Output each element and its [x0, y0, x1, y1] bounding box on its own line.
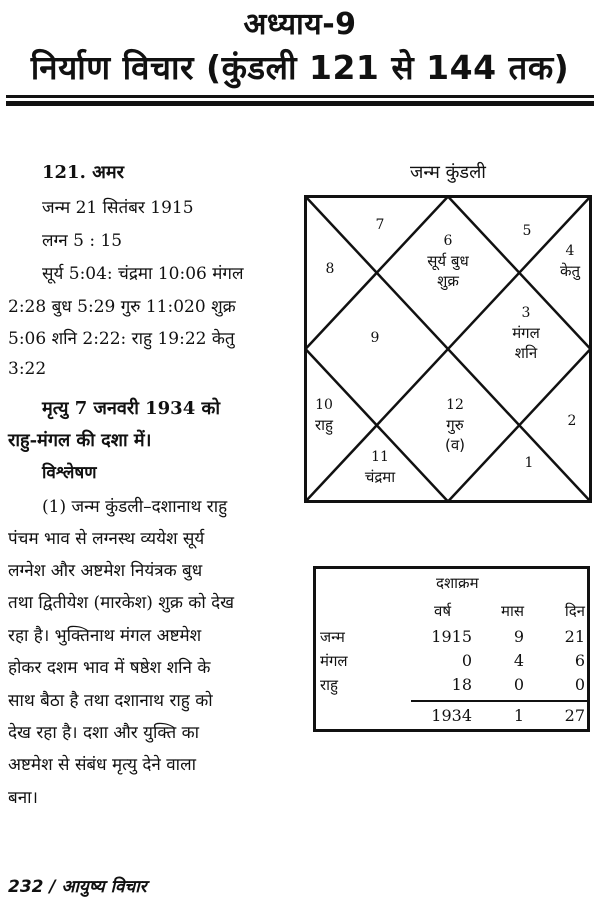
analysis-line: तथा द्वितीयेश (मारकेश) शुक्र को देख [8, 593, 235, 613]
house-planets: राहु [315, 416, 333, 434]
house-number: 4 [565, 243, 575, 259]
row-label: राहु [320, 676, 338, 694]
house-number: 12 [446, 397, 464, 413]
house-planets: (व) [444, 436, 466, 454]
house-12 [445, 395, 465, 455]
cell-year: 1915 [431, 627, 472, 646]
house-planets: शुक्र [437, 272, 459, 290]
house-number: 6 [443, 233, 453, 249]
total-day: 27 [564, 706, 585, 725]
house-number: 9 [370, 330, 380, 346]
column-header: वर्ष [434, 602, 452, 620]
analysis-line: (1) जन्म कुंडली–दशानाथ राहु [42, 497, 228, 517]
analysis-line: साथ बैठा है तथा दशानाथ राहु को [8, 691, 213, 711]
cell-month: 0 [513, 675, 524, 694]
house-planets: सूर्य बुध [427, 252, 469, 270]
house-number: 10 [315, 397, 333, 413]
birth-date: जन्म 21 सितंबर 1915 [42, 198, 194, 218]
cell-year: 0 [461, 651, 472, 670]
birth-chart [304, 195, 592, 503]
house-9 [371, 328, 380, 348]
analysis-line: बना। [8, 788, 38, 808]
page-footer: 232 / आयुष्य विचार [8, 877, 147, 897]
total-year: 1934 [431, 706, 472, 725]
house-planets: शनि [514, 344, 538, 362]
house-planets: गुरु [446, 416, 464, 434]
house-3 [512, 303, 540, 363]
cell-month: 4 [513, 651, 524, 670]
sum-rule [411, 700, 587, 702]
house-6 [427, 231, 468, 291]
cell-month: 9 [513, 627, 524, 646]
positions-line: सूर्य 5:04: चंद्रमा 10:06 मंगल [42, 264, 244, 284]
analysis-heading: विश्लेषण [42, 463, 97, 483]
header-rule-thick [6, 101, 594, 106]
header-rule-thin [6, 95, 594, 98]
analysis-line: होकर दशम भाव में षष्ठेश शनि के [8, 658, 211, 678]
house-11 [365, 447, 395, 487]
house-number: 5 [522, 223, 532, 239]
death-line: राहु-मंगल की दशा में। [8, 430, 152, 451]
column-header: दिन [564, 602, 585, 620]
house-number: 8 [325, 261, 335, 277]
house-number: 7 [375, 217, 385, 233]
analysis-line: लग्नेश और अष्टमेश नियंत्रक बुध [8, 561, 203, 581]
analysis-line: पंचम भाव से लग्नस्थ व्ययेश सूर्य [8, 529, 205, 549]
analysis-line: अष्टमेश से संबंध मृत्यु देने वाला [8, 755, 197, 775]
house-7 [376, 215, 385, 235]
cell-day: 21 [564, 627, 585, 646]
house-number: 3 [521, 305, 531, 321]
chapter-title: निर्याण विचार (कुंडली 121 से 144 तक) [30, 48, 570, 87]
house-number: 2 [567, 413, 577, 429]
chapter-label: अध्याय-9 [243, 7, 357, 42]
house-planets: मंगल [512, 324, 540, 342]
case-title: 121. अमर [42, 162, 124, 183]
house-number: 1 [524, 455, 534, 471]
analysis-line: रहा है। भुक्तिनाथ मंगल अष्टमेश [8, 626, 202, 646]
row-label: जन्म [320, 628, 345, 646]
positions-line: 3:22 [8, 359, 47, 379]
cell-day: 6 [574, 651, 585, 670]
lagna: लग्न 5 : 15 [42, 231, 123, 251]
cell-year: 18 [451, 675, 472, 694]
kundli-title: जन्म कुंडली [410, 162, 486, 183]
house-10 [315, 395, 333, 435]
house-8 [326, 259, 335, 279]
cell-day: 0 [574, 675, 585, 694]
house-number: 11 [371, 449, 389, 465]
house-4 [560, 241, 580, 281]
dasha-title: दशाक्रम [436, 574, 479, 592]
house-1 [525, 453, 534, 473]
row-label: मंगल [320, 652, 348, 670]
death-line: मृत्यु 7 जनवरी 1934 को [42, 398, 220, 419]
analysis-line: देख रहा है। दशा और युक्ति का [8, 723, 200, 743]
positions-line: 2:28 बुध 5:29 गुरु 11:020 शुक्र [8, 297, 236, 317]
positions-line: 5:06 शनि 2:22: राहु 19:22 केतु [8, 329, 235, 349]
house-5 [523, 221, 532, 241]
column-header: मास [501, 602, 524, 620]
house-planets: चंद्रमा [364, 468, 396, 486]
total-month: 1 [513, 706, 524, 725]
house-planets: केतु [559, 262, 581, 280]
house-2 [568, 411, 577, 431]
dasha-table [313, 566, 590, 732]
